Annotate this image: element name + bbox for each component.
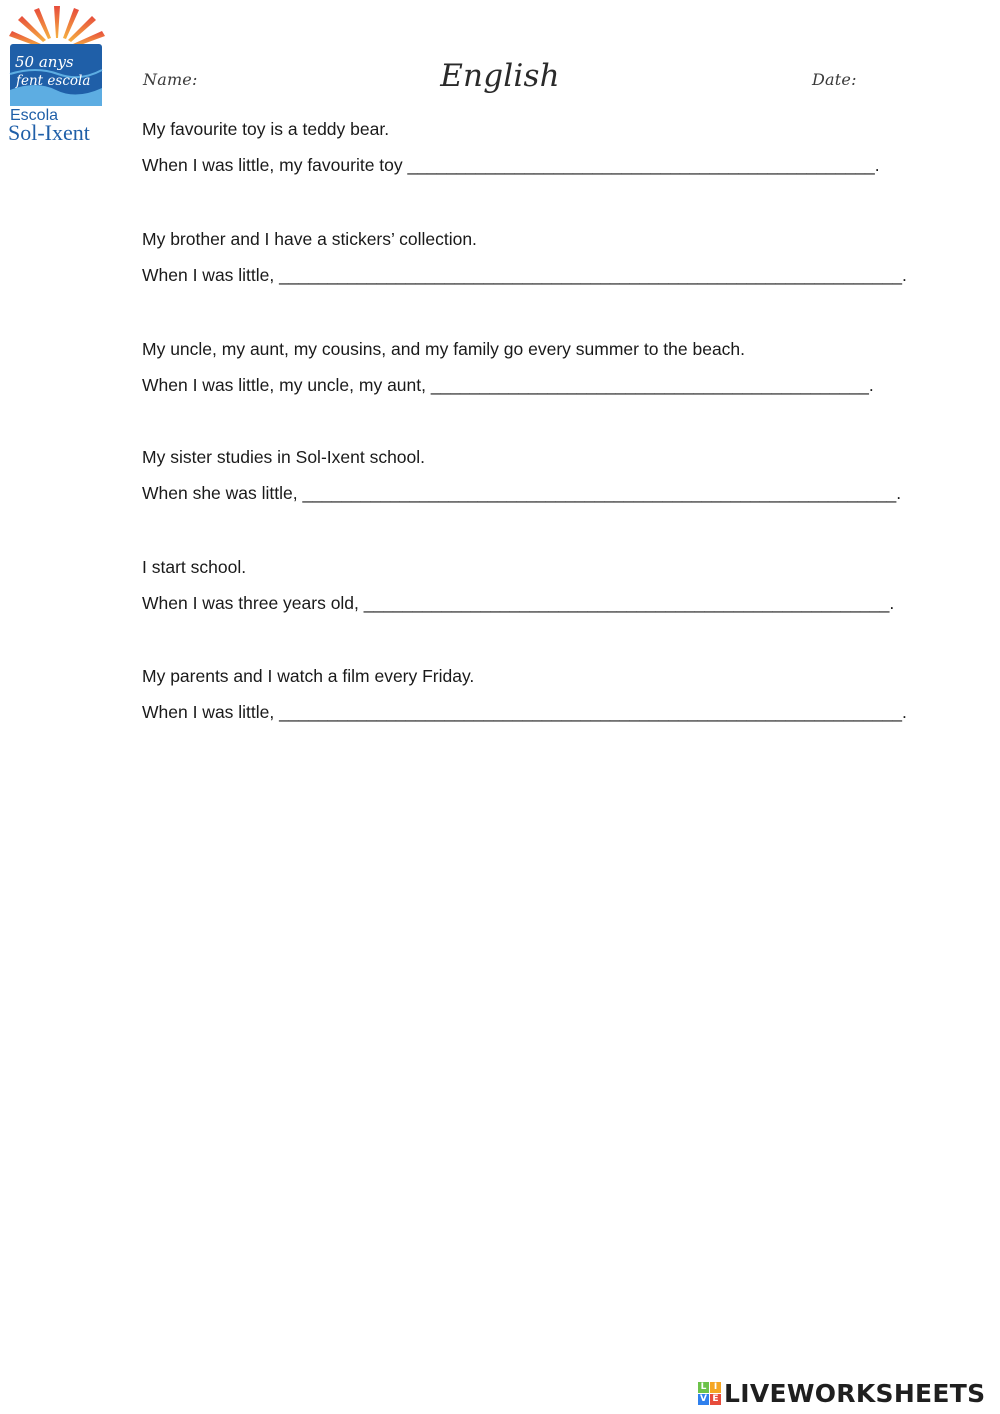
answer-end: . [874,155,880,175]
answer-blank[interactable]: ______________________________________________________ [363,593,890,613]
answer-start: When I was little, my favourite toy [142,155,408,175]
exercise-prompt: My parents and I watch a film every Friday. [142,666,475,686]
exercise-item [142,118,880,176]
brand-mark-l: L [698,1382,709,1393]
answer-blank[interactable]: _____________________________________________ [430,375,869,395]
brand-mark-i: I [710,1382,721,1393]
brand-mark-v: V [698,1394,709,1405]
name-label: Name: [143,70,198,89]
date-label: Date: [812,70,857,89]
liveworksheets-icon [698,1382,721,1405]
answer-blank[interactable]: ________________________________________________________________ [279,702,903,722]
answer-start: When I was little, my uncle, my aunt, [142,375,431,395]
exercise-prompt: My favourite toy is a teddy bear. [142,119,390,139]
exercise-prompt: I start school. [142,557,247,577]
exercise-prompt: My brother and I have a stickers’ collection. [142,229,477,249]
answer-blank[interactable]: _____________________________________________________________ [302,483,897,503]
exercise-answer-line [142,482,902,504]
school-logo-graphic [6,4,106,146]
liveworksheets-brand[interactable] [698,1378,985,1408]
brand-wordmark: LIVEWORKSHEETS [724,1378,986,1408]
brand-mark-e: E [710,1394,721,1405]
school-logo [6,4,106,146]
answer-end: . [889,593,895,613]
exercise-answer-line [142,592,895,614]
exercise-item [142,228,907,286]
answer-end: . [902,265,907,285]
exercise-answer-line [142,701,907,723]
exercise-answer-line [142,264,907,286]
logo-line4: Sol-Ixent [8,120,90,145]
answer-blank[interactable]: ________________________________________________________________ [279,265,903,285]
answer-blank[interactable]: ________________________________________________ [407,155,875,175]
exercise-item [142,556,895,614]
exercise-answer-line [142,374,874,396]
exercise-item [142,338,874,396]
logo-line1: 50 anys [15,53,74,71]
exercise-prompt: My sister studies in Sol-Ixent school. [142,447,426,467]
exercise-prompt: My uncle, my aunt, my cousins, and my family go every summer to the beach. [142,339,746,359]
answer-start: When I was little, [142,702,280,722]
answer-start: When I was little, [142,265,280,285]
exercise-item [142,665,907,723]
page-title: English [440,58,560,94]
logo-line3: Escola [10,107,59,124]
logo-line2: fent escola [16,73,91,89]
answer-end: . [896,483,902,503]
answer-end: . [902,702,907,722]
exercise-answer-line [142,154,880,176]
answer-start: When she was little, [142,483,303,503]
answer-end: . [868,375,874,395]
answer-start: When I was three years old, [142,593,364,613]
exercise-item [142,446,902,504]
